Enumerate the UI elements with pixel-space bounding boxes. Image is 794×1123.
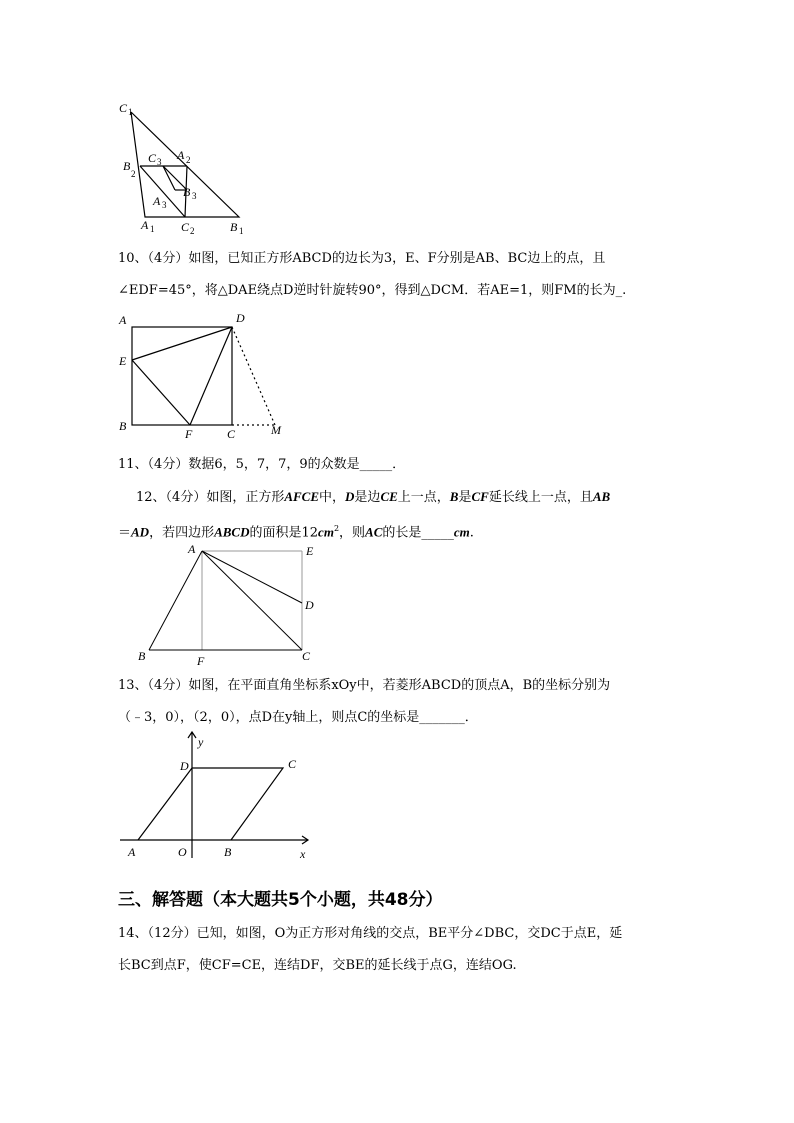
label-m: M [271,423,281,437]
q12-text: ，若四边形 [149,525,215,541]
label-b2-sub: 2 [131,169,136,179]
question-13-line-2: （﹣3，0），（2，0），点D在y轴上，则点C的坐标是_______． [118,710,478,725]
label-c2-sub: 2 [190,226,195,236]
label-c1: C [119,101,128,115]
q12-text: 是 [458,490,472,505]
label-b: B [224,845,232,859]
q12-text: 12、（4分）如图，正方形 [136,490,285,505]
label-c: C [288,757,297,771]
question-14-line-2: 长BC到点F，使CF=CE，连结DF，交BE的延长线于点G，连结OG. [118,958,517,973]
q12-var-abcd: ABCD [214,524,250,540]
label-f: F [185,427,193,441]
q12-var-afce: AFCE [284,489,320,504]
label-b: B [119,419,127,433]
label-x: x [300,847,306,861]
figure-q9-triangles [115,98,255,238]
q12-text: 的长是_____ [382,525,454,541]
question-14-line-1: 14、（12分）已知，如图，O为正方形对角线的交点，BE平分∠DBC，交DC于点E，延 [118,926,623,941]
q12-var-ce: CE [380,489,398,504]
q12-text: 中， [319,490,346,505]
label-d: D [305,598,314,612]
label-c2: C [181,220,190,234]
figure-q13-coordinate-plane [118,728,328,868]
figure-q10-square [115,310,295,445]
label-b1-sub: 1 [239,226,244,236]
q12-unit: cm [318,524,334,540]
q12-text: 延长线上一点，且 [488,490,593,505]
q12-var-ab: AB [592,489,611,504]
q12-var-d: D [345,489,355,504]
label-e: E [119,354,127,368]
label-a2: A [177,148,185,162]
q12-text: 的面积是12 [249,525,319,541]
q12-exponent: 2 [333,524,340,533]
q12-text: 上一点， [397,490,450,505]
question-10-line-1: 10、（4分）如图，已知正方形ABCD的边长为3，E、F分别是AB、BC边上的点，且 [118,251,606,266]
label-b2: B [123,159,131,173]
label-b: B [138,649,146,663]
label-a3: A [153,194,161,208]
label-a2-sub: 2 [186,155,191,165]
label-y: y [198,735,204,749]
q12-text: ＝ [118,525,132,541]
label-b1: B [230,220,238,234]
q12-var-b: B [449,489,459,504]
label-a: A [119,313,127,327]
q12-text: . [469,525,474,541]
label-c: C [302,649,311,663]
q12-text: 是边 [354,490,381,505]
section-3-heading: 三、解答题（本大题共5个小题，共48分） [118,890,443,910]
label-c3-sub: 3 [157,157,162,167]
question-11: 11、（4分）数据6，5，7，7，9的众数是_____． [118,457,406,472]
label-d: D [180,759,189,773]
question-10-line-2: ∠EDF=45°，将△DAE绕点D逆时针旋转90°，得到△DCM．若AE=1，则FM的长为_. [118,283,627,298]
q12-var-ad: AD [131,524,150,540]
q12-var-ac: AC [365,524,383,540]
question-12-line-2 [118,520,474,542]
label-a1: A [141,218,149,232]
q12-unit: cm [453,524,470,540]
label-a1-sub: 1 [150,224,155,234]
label-f: F [197,654,205,668]
label-d: D [236,311,245,325]
q12-var-cf: CF [471,489,489,504]
label-c: C [227,427,236,441]
label-b3-sub: 3 [192,191,197,201]
label-c3: C [148,151,157,165]
figure-q12-square [135,543,325,668]
label-a: A [128,845,136,859]
label-e: E [306,544,314,558]
question-12-line-1 [136,488,610,507]
question-13-line-1: 13、（4分）如图，在平面直角坐标系xOy中，若菱形ABCD的顶点A，B的坐标分别为 [118,678,611,693]
label-a3-sub: 3 [162,200,167,210]
label-a: A [188,543,196,556]
label-b3: B [183,185,191,199]
q12-text: ，则 [339,525,366,541]
label-o: O [178,845,187,859]
label-c1-sub: 1 [128,107,133,117]
